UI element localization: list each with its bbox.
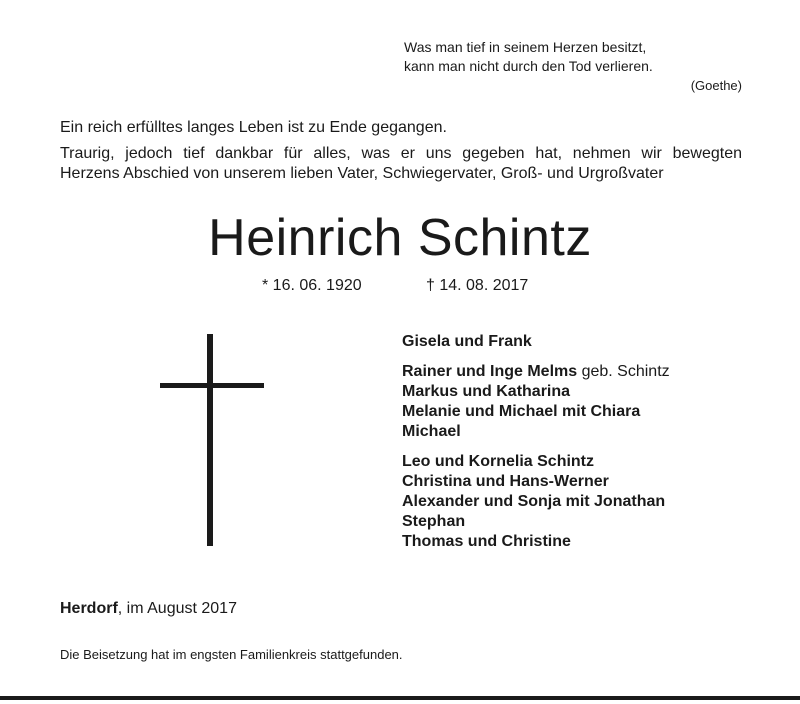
quote-author: (Goethe): [690, 78, 742, 93]
family-member: Christina und Hans-Werner: [402, 473, 609, 490]
deceased-name: Heinrich Schintz: [208, 209, 592, 267]
intro-line: Herzens Abschied von unserem lieben Vater, Schwiegervater, Groß- und Urgroßvater: [60, 165, 664, 182]
family-list: [402, 332, 762, 562]
family-group: [402, 332, 762, 352]
family-member: [402, 362, 762, 382]
quote-block: [404, 38, 742, 95]
quote-line: kann man nicht durch den Tod verlieren.: [404, 58, 653, 74]
family-group: [402, 362, 762, 442]
intro-line: Ein reich erfülltes langes Leben ist zu Ende gegangen.: [60, 119, 447, 136]
place-town: Herdorf: [60, 600, 118, 617]
family-member-name: Rainer und Inge Melms: [402, 363, 578, 380]
death-date: † 14. 08. 2017: [426, 277, 529, 294]
cross-icon-bar: [160, 383, 264, 388]
place-date: , im August 2017: [117, 600, 237, 617]
family-member: Gisela und Frank: [402, 333, 532, 350]
family-member: Leo und Kornelia Schintz: [402, 453, 595, 470]
place-and-date: [60, 599, 237, 619]
family-member: Markus und Katharina: [402, 383, 571, 400]
burial-note: Die Beisetzung hat im engsten Familienkreis stattgefunden.: [60, 647, 403, 662]
family-group: [402, 452, 762, 552]
cross-icon: [207, 334, 213, 546]
intro-paragraph: [60, 144, 742, 184]
quote-line: Was man tief in seinem Herzen besitzt,: [404, 39, 647, 55]
birth-date: * 16. 06. 1920: [262, 277, 362, 294]
family-member: Thomas und Christine: [402, 533, 571, 550]
family-member: Alexander und Sonja mit Jonathan: [402, 493, 666, 510]
intro-text: [60, 118, 742, 184]
intro-line: Traurig, jedoch tief dankbar für alles, was er uns gegeben hat, nehmen wir bewegten: [60, 145, 742, 162]
family-member: Melanie und Michael mit Chiara: [402, 403, 641, 420]
family-member-maiden: geb. Schintz: [577, 363, 670, 380]
family-member: Michael: [402, 423, 461, 440]
family-member: Stephan: [402, 513, 466, 530]
